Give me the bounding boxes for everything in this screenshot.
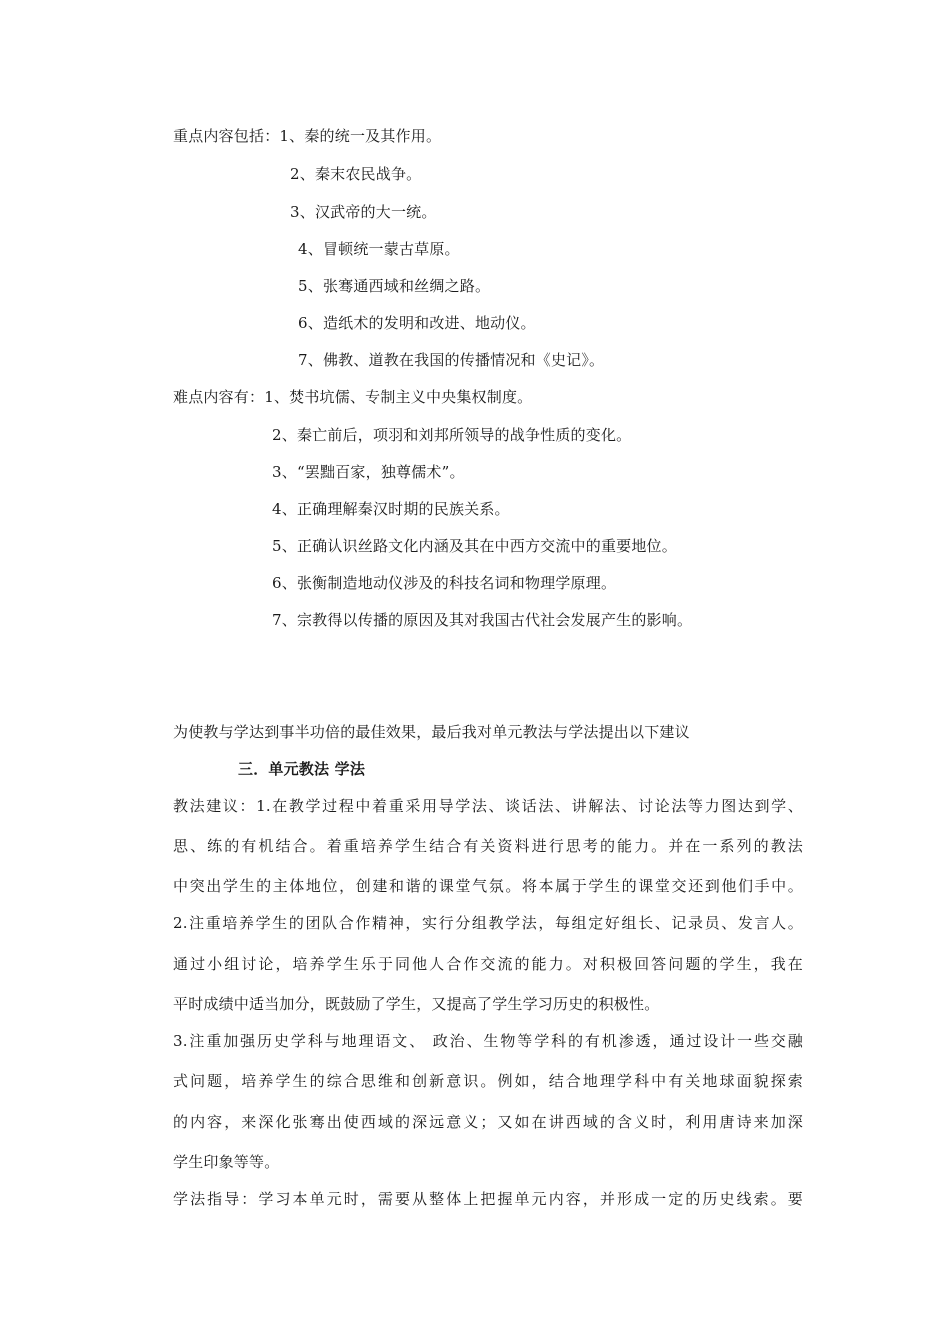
teaching-line-6: 平时成绩中适当加分，既鼓励了学生，又提高了学生学习历史的积极性。	[173, 995, 660, 1013]
key-point-item-7: 7、佛教、道教在我国的传播情况和《史记》。	[298, 351, 605, 369]
key-point-item-4: 4、冒顿统一蒙古草原。	[298, 240, 460, 258]
section-heading: 三．单元教法 学法	[238, 760, 366, 778]
teaching-line-7: 3.注重加强历史学科与地理语文、 政治、生物等学科的有机渗透，通过设计一些交融	[173, 1032, 803, 1050]
difficult-point-item-6: 6、张衡制造地动仪涉及的科技名词和物理学原理。	[272, 574, 617, 592]
key-point-item-1: 1、秦的统一及其作用。	[279, 127, 442, 145]
difficult-points-label	[173, 387, 532, 407]
teaching-line-10: 学生印象等等。	[173, 1153, 280, 1171]
difficult-point-item-1: 1、焚书坑儒、专制主义中央集权制度。	[264, 388, 533, 406]
difficult-point-item-7: 7、宗教得以传播的原因及其对我国古代社会发展产生的影响。	[272, 611, 693, 629]
key-point-item-3: 3、汉武帝的大一统。	[290, 203, 437, 221]
teaching-line-2: 思、练的有机结合。着重培养学生结合有关资料进行思考的能力。并在一系列的教法	[173, 837, 803, 855]
key-point-item-5: 5、张骞通西域和丝绸之路。	[298, 277, 491, 295]
teaching-line-4: 2.注重培养学生的团队合作精神，实行分组教学法，每组定好组长、记录员、发言人。	[173, 914, 803, 932]
difficult-point-item-3: 3、“罢黜百家，独尊儒术”。	[272, 463, 465, 481]
teaching-line-3: 中突出学生的主体地位，创建和谐的课堂气氛。将本属于学生的课堂交还到他们手中。	[173, 877, 803, 895]
difficult-points-heading: 难点内容有：	[173, 388, 265, 406]
intro-sentence: 为使教与学达到事半功倍的最佳效果，最后我对单元教法与学法提出以下建议	[173, 723, 690, 741]
teaching-line-9: 的内容，来深化张骞出使西域的深远意义；又如在讲西域的含义时，利用唐诗来加深	[173, 1113, 803, 1131]
key-point-item-2: 2、秦末农民战争。	[290, 165, 422, 183]
teaching-line-8: 式问题，培养学生的综合思维和创新意识。例如，结合地理学科中有关地球面貌探索	[173, 1072, 803, 1090]
difficult-point-item-5: 5、正确认识丝路文化内涵及其在中西方交流中的重要地位。	[272, 537, 677, 555]
teaching-line-1: 教法建议：1.在教学过程中着重采用导学法、谈话法、讲解法、讨论法等力图达到学、	[173, 797, 803, 815]
key-points-heading: 重点内容包括：	[173, 127, 280, 145]
key-points-label	[173, 126, 441, 146]
difficult-point-item-2: 2、秦亡前后，项羽和刘邦所领导的战争性质的变化。	[272, 426, 632, 444]
learning-guidance-line: 学法指导：学习本单元时，需要从整体上把握单元内容，并形成一定的历史线索。要	[173, 1190, 803, 1208]
key-point-item-6: 6、造纸术的发明和改进、地动仪。	[298, 314, 536, 332]
teaching-line-5: 通过小组讨论，培养学生乐于同他人合作交流的能力。对积极回答问题的学生，我在	[173, 955, 803, 973]
difficult-point-item-4: 4、正确理解秦汉时期的民族关系。	[272, 500, 510, 518]
